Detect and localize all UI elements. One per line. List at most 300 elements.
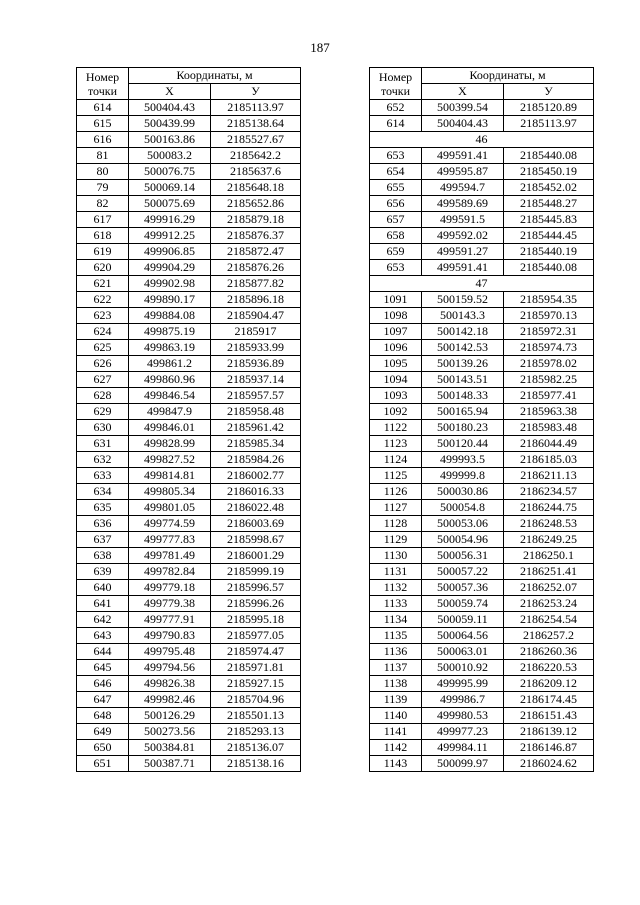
table-row [77,516,301,532]
coordinates-table-left [76,67,301,772]
y-coordinate-cell: 2186151.43 [504,708,594,724]
table-row [77,196,301,212]
point-number-cell: 1139 [370,692,422,708]
point-number-header [77,68,129,100]
y-header: У [504,84,594,100]
y-coordinate-cell: 2185445.83 [504,212,594,228]
table-row [370,404,594,420]
x-coordinate-cell: 500030.86 [422,484,504,500]
table-row [77,740,301,756]
table-row [370,612,594,628]
y-coordinate-cell: 2185937.14 [211,372,301,388]
point-number-cell: 1137 [370,660,422,676]
table-row [370,484,594,500]
point-number-cell: 1129 [370,532,422,548]
y-coordinate-cell: 2185983.48 [504,420,594,436]
coordinates-body-right [370,100,594,772]
point-number-cell: 633 [77,468,129,484]
point-number-cell: 1094 [370,372,422,388]
y-coordinate-cell: 2186251.41 [504,564,594,580]
x-coordinate-cell: 499861.2 [129,356,211,372]
y-coordinate-cell: 2185652.86 [211,196,301,212]
point-number-cell: 646 [77,676,129,692]
table-row [370,372,594,388]
point-number-header-line1: Номер [378,69,413,84]
point-number-cell: 1098 [370,308,422,324]
table-row [370,292,594,308]
table-row [77,356,301,372]
y-coordinate-cell: 2185444.45 [504,228,594,244]
x-coordinate-cell: 499904.29 [129,260,211,276]
x-coordinate-cell: 500384.81 [129,740,211,756]
table-row [77,132,301,148]
point-number-header [370,68,422,100]
x-coordinate-cell: 500399.54 [422,100,504,116]
x-coordinate-cell: 500099.97 [422,756,504,772]
y-coordinate-cell: 2185440.08 [504,260,594,276]
x-coordinate-cell: 499774.59 [129,516,211,532]
y-coordinate-cell: 2186244.75 [504,500,594,516]
x-coordinate-cell: 499995.99 [422,676,504,692]
table-row [370,708,594,724]
y-coordinate-cell: 2186022.48 [211,500,301,516]
point-number-cell: 1091 [370,292,422,308]
table-row [77,148,301,164]
table-row [77,180,301,196]
x-coordinate-cell: 499912.25 [129,228,211,244]
y-coordinate-cell: 2185138.16 [211,756,301,772]
y-coordinate-cell: 2186254.54 [504,612,594,628]
x-header: X [422,84,504,100]
y-coordinate-cell: 2185963.38 [504,404,594,420]
table-row [77,596,301,612]
table-row [77,500,301,516]
table-row [77,228,301,244]
y-coordinate-cell: 2185440.19 [504,244,594,260]
section-row [370,276,594,292]
point-number-cell: 658 [370,228,422,244]
point-number-cell: 621 [77,276,129,292]
x-coordinate-cell: 500148.33 [422,388,504,404]
x-coordinate-cell: 500142.18 [422,324,504,340]
x-coordinate-cell: 499906.85 [129,244,211,260]
table-row [77,724,301,740]
point-number-cell: 651 [77,756,129,772]
x-coordinate-cell: 499826.38 [129,676,211,692]
point-number-cell: 617 [77,212,129,228]
x-coordinate-cell: 499777.83 [129,532,211,548]
y-coordinate-cell: 2185996.57 [211,580,301,596]
table-row [370,468,594,484]
y-coordinate-cell: 2185917 [211,324,301,340]
point-number-cell: 82 [77,196,129,212]
table-row [370,548,594,564]
y-coordinate-cell: 2186250.1 [504,548,594,564]
table-row [370,324,594,340]
point-number-cell: 638 [77,548,129,564]
y-coordinate-cell: 2186248.53 [504,516,594,532]
y-coordinate-cell: 2185961.42 [211,420,301,436]
y-coordinate-cell: 2185120.89 [504,100,594,116]
table-row [77,692,301,708]
point-number-cell: 619 [77,244,129,260]
y-coordinate-cell: 2186260.36 [504,644,594,660]
table-row [370,516,594,532]
point-number-cell: 615 [77,116,129,132]
y-coordinate-cell: 2186211.13 [504,468,594,484]
table-row [77,308,301,324]
point-number-cell: 625 [77,340,129,356]
table-row [77,164,301,180]
x-coordinate-cell: 500083.2 [129,148,211,164]
point-number-header-line2: точки [87,83,118,98]
x-coordinate-cell: 499980.53 [422,708,504,724]
x-coordinate-cell: 500163.86 [129,132,211,148]
table-row [77,756,301,772]
point-number-cell: 640 [77,580,129,596]
point-number-cell: 1142 [370,740,422,756]
point-number-cell: 652 [370,100,422,116]
y-coordinate-cell: 2186146.87 [504,740,594,756]
x-coordinate-cell: 500057.22 [422,564,504,580]
table-row [370,660,594,676]
y-coordinate-cell: 2185974.73 [504,340,594,356]
y-coordinate-cell: 2185648.18 [211,180,301,196]
table-row [370,308,594,324]
y-coordinate-cell: 2186003.69 [211,516,301,532]
x-coordinate-cell: 499902.98 [129,276,211,292]
table-row [370,356,594,372]
y-coordinate-cell: 2185999.19 [211,564,301,580]
x-coordinate-cell: 499890.17 [129,292,211,308]
x-coordinate-cell: 499805.34 [129,484,211,500]
x-coordinate-cell: 500159.52 [422,292,504,308]
point-number-cell: 647 [77,692,129,708]
table-row [370,260,594,276]
y-coordinate-cell: 2185998.67 [211,532,301,548]
point-number-cell: 1092 [370,404,422,420]
table-row [77,532,301,548]
table-row [370,596,594,612]
table-row [370,196,594,212]
x-coordinate-cell: 499986.7 [422,692,504,708]
point-number-cell: 631 [77,436,129,452]
y-coordinate-cell: 2185637.6 [211,164,301,180]
x-coordinate-cell: 500056.31 [422,548,504,564]
point-number-cell: 1134 [370,612,422,628]
point-number-cell: 639 [77,564,129,580]
x-coordinate-cell: 499884.08 [129,308,211,324]
point-number-cell: 641 [77,596,129,612]
y-coordinate-cell: 2185927.15 [211,676,301,692]
y-coordinate-cell: 2185501.13 [211,708,301,724]
x-coordinate-cell: 499814.81 [129,468,211,484]
table-row [77,404,301,420]
x-coordinate-cell: 500010.92 [422,660,504,676]
point-number-cell: 1124 [370,452,422,468]
y-coordinate-cell: 2186016.33 [211,484,301,500]
coordinates-header: Координаты, м [129,68,301,84]
point-number-cell: 1125 [370,468,422,484]
x-coordinate-cell: 500143.3 [422,308,504,324]
point-number-cell: 630 [77,420,129,436]
y-coordinate-cell: 2185704.96 [211,692,301,708]
point-number-cell: 642 [77,612,129,628]
y-coordinate-cell: 2185977.05 [211,628,301,644]
x-coordinate-cell: 499782.84 [129,564,211,580]
table-row [77,468,301,484]
y-coordinate-cell: 2185974.47 [211,644,301,660]
point-number-cell: 616 [77,132,129,148]
table-row [370,724,594,740]
y-coordinate-cell: 2185933.99 [211,340,301,356]
x-coordinate-cell: 500404.43 [129,100,211,116]
x-coordinate-cell: 499589.69 [422,196,504,212]
y-coordinate-cell: 2185985.34 [211,436,301,452]
point-number-cell: 1126 [370,484,422,500]
point-number-cell: 1127 [370,500,422,516]
y-coordinate-cell: 2186257.2 [504,628,594,644]
x-coordinate-cell: 500053.06 [422,516,504,532]
x-coordinate-cell: 500054.96 [422,532,504,548]
point-number-cell: 624 [77,324,129,340]
y-coordinate-cell: 2186024.62 [504,756,594,772]
y-coordinate-cell: 2185527.67 [211,132,301,148]
table-row [77,212,301,228]
point-number-cell: 627 [77,372,129,388]
y-coordinate-cell: 2185954.35 [504,292,594,308]
table-row [77,324,301,340]
y-coordinate-cell: 2186185.03 [504,452,594,468]
x-coordinate-cell: 500126.29 [129,708,211,724]
table-row [370,628,594,644]
point-number-cell: 656 [370,196,422,212]
y-coordinate-cell: 2185896.18 [211,292,301,308]
x-coordinate-cell: 500054.8 [422,500,504,516]
x-coordinate-cell: 499801.05 [129,500,211,516]
y-coordinate-cell: 2185876.26 [211,260,301,276]
x-coordinate-cell: 500075.69 [129,196,211,212]
table-row [370,148,594,164]
table-row [77,660,301,676]
point-number-cell: 1093 [370,388,422,404]
x-coordinate-cell: 499779.38 [129,596,211,612]
table-row [370,116,594,132]
y-coordinate-cell: 2185957.57 [211,388,301,404]
y-coordinate-cell: 2185958.48 [211,404,301,420]
section-number: 46 [370,132,594,148]
x-coordinate-cell: 500165.94 [422,404,504,420]
table-row [370,100,594,116]
y-coordinate-cell: 2185876.37 [211,228,301,244]
x-coordinate-cell: 499794.56 [129,660,211,676]
x-coordinate-cell: 500064.56 [422,628,504,644]
point-number-cell: 620 [77,260,129,276]
table-row [77,276,301,292]
y-coordinate-cell: 2185113.97 [211,100,301,116]
x-coordinate-cell: 499863.19 [129,340,211,356]
y-coordinate-cell: 2185138.64 [211,116,301,132]
y-coordinate-cell: 2185936.89 [211,356,301,372]
point-number-cell: 1141 [370,724,422,740]
x-coordinate-cell: 499828.99 [129,436,211,452]
table-row [77,628,301,644]
table-row [77,388,301,404]
point-number-cell: 614 [77,100,129,116]
x-coordinate-cell: 499916.29 [129,212,211,228]
table-row [77,260,301,276]
x-coordinate-cell: 500069.14 [129,180,211,196]
x-coordinate-cell: 500059.11 [422,612,504,628]
y-coordinate-cell: 2185440.08 [504,148,594,164]
x-coordinate-cell: 499977.23 [422,724,504,740]
point-number-cell: 1128 [370,516,422,532]
y-coordinate-cell: 2186249.25 [504,532,594,548]
table-row [77,708,301,724]
x-coordinate-cell: 499993.5 [422,452,504,468]
x-coordinate-cell: 499781.49 [129,548,211,564]
x-coordinate-cell: 499779.18 [129,580,211,596]
table-row [370,580,594,596]
point-number-cell: 1140 [370,708,422,724]
x-coordinate-cell: 499595.87 [422,164,504,180]
table-row [370,436,594,452]
y-coordinate-cell: 2186209.12 [504,676,594,692]
point-number-cell: 81 [77,148,129,164]
table-row [370,212,594,228]
point-number-header-line1: Номер [85,69,120,84]
x-coordinate-cell: 499591.41 [422,260,504,276]
y-coordinate-cell: 2185977.41 [504,388,594,404]
coordinates-header: Координаты, м [422,68,594,84]
point-number-cell: 654 [370,164,422,180]
y-coordinate-cell: 2185982.25 [504,372,594,388]
x-coordinate-cell: 500076.75 [129,164,211,180]
x-coordinate-cell: 499875.19 [129,324,211,340]
y-coordinate-cell: 2185872.47 [211,244,301,260]
point-number-cell: 634 [77,484,129,500]
point-number-cell: 1138 [370,676,422,692]
table-row [77,116,301,132]
table-row [77,436,301,452]
y-coordinate-cell: 2186001.29 [211,548,301,564]
table-row [77,452,301,468]
coordinates-table-right [369,67,594,772]
table-row [370,644,594,660]
table-row [77,644,301,660]
x-coordinate-cell: 499860.96 [129,372,211,388]
point-number-cell: 1130 [370,548,422,564]
table-row [370,740,594,756]
table-row [77,580,301,596]
section-number: 47 [370,276,594,292]
x-coordinate-cell: 499982.46 [129,692,211,708]
table-row [370,180,594,196]
point-number-cell: 614 [370,116,422,132]
table-row [77,340,301,356]
x-header: X [129,84,211,100]
x-coordinate-cell: 500139.26 [422,356,504,372]
x-coordinate-cell: 500387.71 [129,756,211,772]
point-number-cell: 648 [77,708,129,724]
table-row [370,532,594,548]
point-number-cell: 618 [77,228,129,244]
point-number-cell: 1131 [370,564,422,580]
y-coordinate-cell: 2185995.18 [211,612,301,628]
point-number-cell: 657 [370,212,422,228]
x-coordinate-cell: 499827.52 [129,452,211,468]
y-coordinate-cell: 2185642.2 [211,148,301,164]
y-coordinate-cell: 2185879.18 [211,212,301,228]
y-coordinate-cell: 2186252.07 [504,580,594,596]
x-coordinate-cell: 499795.48 [129,644,211,660]
y-coordinate-cell: 2186253.24 [504,596,594,612]
y-coordinate-cell: 2185877.82 [211,276,301,292]
y-coordinate-cell: 2185978.02 [504,356,594,372]
table-row [370,692,594,708]
point-number-cell: 629 [77,404,129,420]
y-coordinate-cell: 2185113.97 [504,116,594,132]
x-coordinate-cell: 500120.44 [422,436,504,452]
y-header: У [211,84,301,100]
table-row [370,564,594,580]
point-number-cell: 645 [77,660,129,676]
point-number-cell: 626 [77,356,129,372]
point-number-cell: 1143 [370,756,422,772]
y-coordinate-cell: 2186044.49 [504,436,594,452]
x-coordinate-cell: 499594.7 [422,180,504,196]
table-row [370,340,594,356]
table-row [77,564,301,580]
table-row [77,100,301,116]
x-coordinate-cell: 500180.23 [422,420,504,436]
point-number-cell: 623 [77,308,129,324]
section-row [370,132,594,148]
y-coordinate-cell: 2185450.19 [504,164,594,180]
table-row [77,244,301,260]
point-number-cell: 653 [370,260,422,276]
y-coordinate-cell: 2186139.12 [504,724,594,740]
x-coordinate-cell: 499790.83 [129,628,211,644]
point-number-cell: 79 [77,180,129,196]
x-coordinate-cell: 500142.53 [422,340,504,356]
table-row [370,420,594,436]
x-coordinate-cell: 499592.02 [422,228,504,244]
table-row [370,500,594,516]
table-row [370,452,594,468]
x-coordinate-cell: 500273.56 [129,724,211,740]
point-number-header-line2: точки [380,83,411,98]
point-number-cell: 1122 [370,420,422,436]
table-row [77,484,301,500]
table-row [77,612,301,628]
coordinates-body-left [77,100,301,772]
y-coordinate-cell: 2185996.26 [211,596,301,612]
x-coordinate-cell: 499847.9 [129,404,211,420]
x-coordinate-cell: 499777.91 [129,612,211,628]
point-number-cell: 636 [77,516,129,532]
y-coordinate-cell: 2185984.26 [211,452,301,468]
table-row [370,676,594,692]
x-coordinate-cell: 500439.99 [129,116,211,132]
point-number-cell: 635 [77,500,129,516]
table-row [370,756,594,772]
point-number-cell: 622 [77,292,129,308]
x-coordinate-cell: 500057.36 [422,580,504,596]
x-coordinate-cell: 499591.41 [422,148,504,164]
point-number-cell: 1132 [370,580,422,596]
table-row [370,228,594,244]
